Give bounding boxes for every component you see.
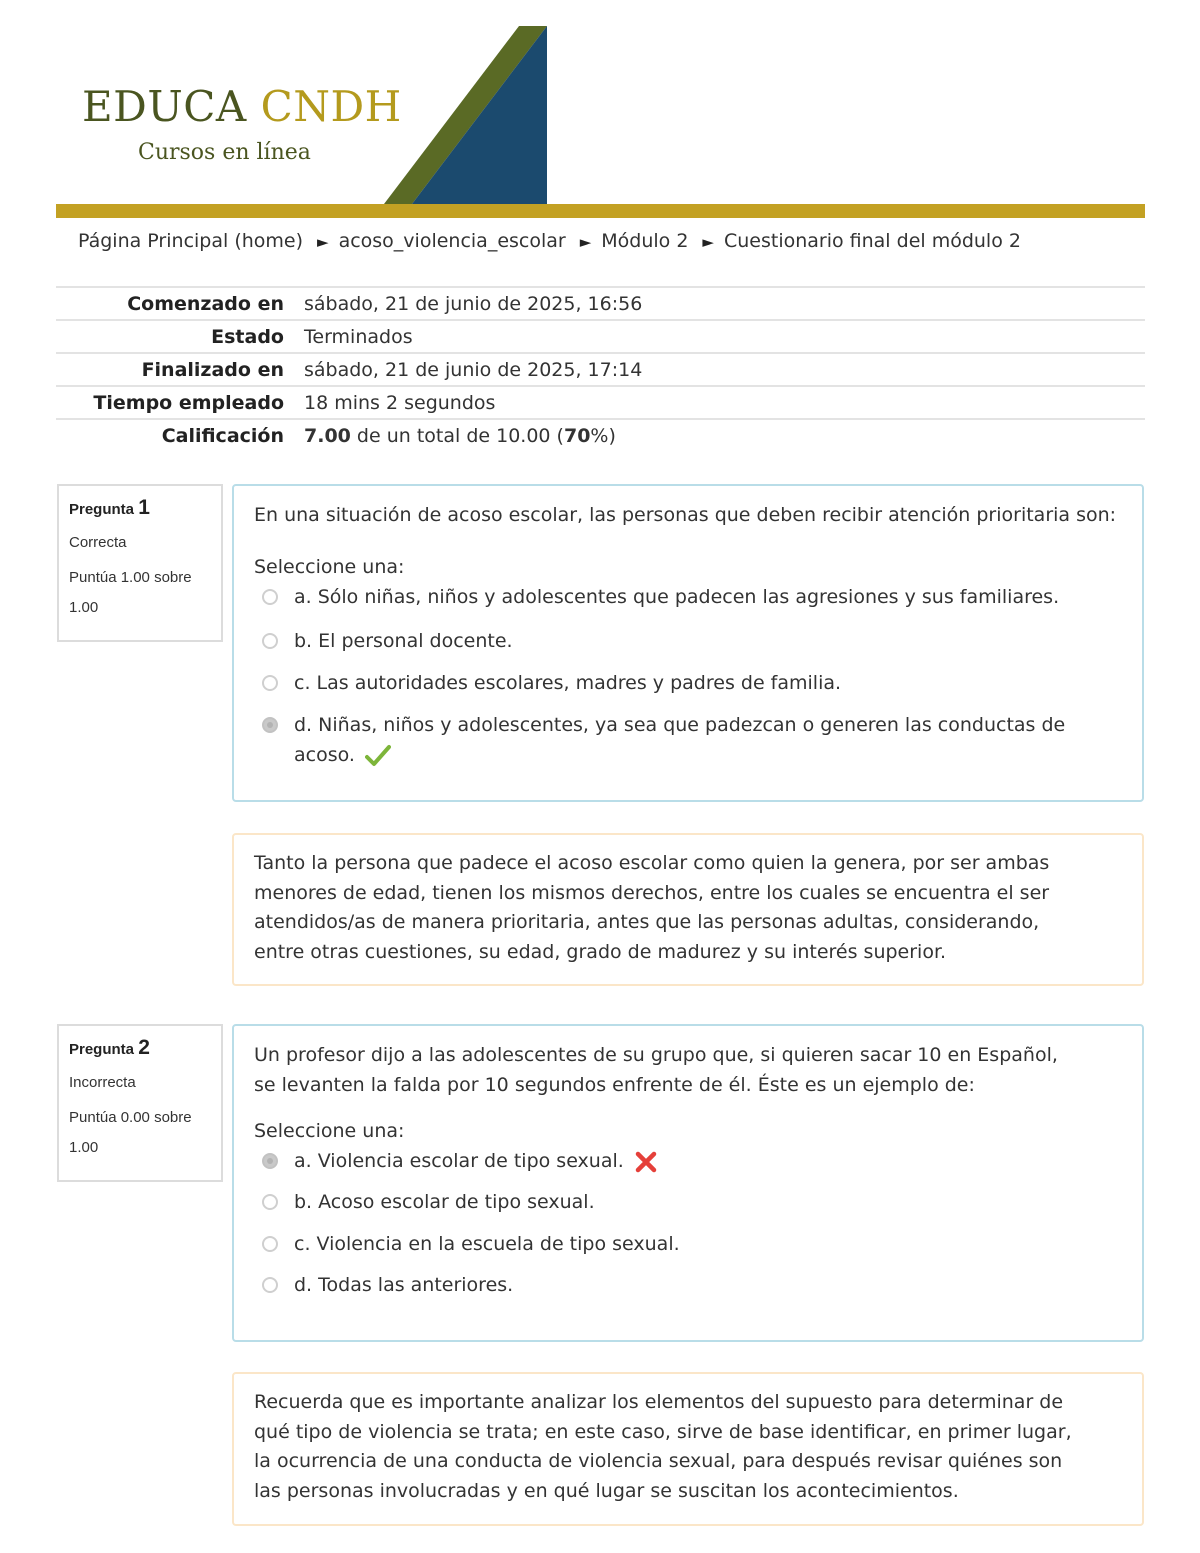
summary-row-time bbox=[56, 386, 1145, 419]
radio-button[interactable] bbox=[262, 1194, 278, 1210]
answer-option-label: a. Violencia escolar de tipo sexual. bbox=[294, 1150, 624, 1172]
radio-button-selected[interactable] bbox=[262, 1153, 278, 1169]
grade-score: 7.00 bbox=[304, 424, 351, 447]
summary-value bbox=[304, 419, 1145, 451]
answer-option-label: b. El personal docente. bbox=[294, 630, 513, 652]
breadcrumb-module[interactable]: Módulo 2 bbox=[601, 230, 689, 252]
feedback-text: Tanto la persona que padece el acoso escolar como quien la genera, por ser ambas menores de edad, tienen los mismos derechos, entre los cuales se encuentra el ser atendidos/as de manera prioritaria, antes que las personas adultas, considerando, entre otras cuestiones, su edad, grado de madurez y su interés superior. bbox=[254, 852, 1050, 963]
summary-value: sábado, 21 de junio de 2025, 17:14 bbox=[304, 353, 1145, 386]
header-decoration-graphic bbox=[384, 26, 548, 206]
answer-prompt: Seleccione una: bbox=[254, 1120, 405, 1142]
question-info-2 bbox=[57, 1024, 223, 1182]
question-grade: Puntúa 0.00 sobre 1.00 bbox=[69, 1109, 192, 1156]
header-gold-bar bbox=[56, 204, 1145, 218]
answer-option-a[interactable] bbox=[254, 1146, 1122, 1176]
brand-cndh: CNDH bbox=[260, 82, 402, 131]
brand-educa: EDUCA bbox=[82, 82, 247, 131]
answer-option-d[interactable] bbox=[254, 710, 1074, 770]
answer-option-a[interactable] bbox=[254, 582, 1122, 612]
cross-icon bbox=[634, 1150, 658, 1174]
feedback-text: Recuerda que es importante analizar los elementos del supuesto para determinar de qué tipo de violencia se trata; en este caso, sirve de base identificar, en primer lugar, la ocurrencia de una conducta de violencia sexual, para después revisar quiénes son las personas involucradas y en qué lugar se suscitan los acontecimientos. bbox=[254, 1391, 1072, 1502]
question-label: Pregunta bbox=[69, 501, 135, 518]
grade-percent: 70 bbox=[563, 424, 591, 447]
answer-option-c[interactable] bbox=[254, 1229, 1122, 1259]
answer-option-label: a. Sólo niñas, niños y adolescentes que padecen las agresiones y sus familiares. bbox=[294, 586, 1060, 608]
grade-middle: de un total de 10.00 ( bbox=[350, 424, 564, 447]
question-number-value: 1 bbox=[138, 496, 150, 519]
breadcrumb-separator-icon: ► bbox=[579, 233, 592, 251]
brand-logo[interactable] bbox=[82, 82, 402, 131]
question-grade: Puntúa 1.00 sobre 1.00 bbox=[69, 569, 192, 616]
radio-button[interactable] bbox=[262, 675, 278, 691]
breadcrumb-course[interactable]: acoso_violencia_escolar bbox=[338, 230, 566, 252]
answer-option-c[interactable] bbox=[254, 668, 1122, 698]
answer-option-b[interactable] bbox=[254, 1187, 1122, 1217]
answer-option-label: d. Niñas, niños y adolescentes, ya sea que padezcan o generen las conductas de acoso. bbox=[294, 714, 1066, 766]
answer-option-label: b. Acoso escolar de tipo sexual. bbox=[294, 1191, 595, 1213]
summary-row-grade bbox=[56, 419, 1145, 451]
radio-button[interactable] bbox=[262, 589, 278, 605]
breadcrumb-separator-icon: ► bbox=[702, 233, 714, 251]
attempt-summary-table bbox=[56, 286, 1145, 451]
summary-label: Estado bbox=[56, 320, 304, 353]
summary-row-started bbox=[56, 287, 1145, 320]
summary-row-state bbox=[56, 320, 1145, 353]
question-number bbox=[69, 1036, 221, 1060]
breadcrumb-home[interactable]: Página Principal (home) bbox=[78, 230, 304, 252]
feedback-box-1 bbox=[232, 833, 1144, 986]
breadcrumb-separator-icon: ► bbox=[317, 233, 329, 251]
summary-value: sábado, 21 de junio de 2025, 16:56 bbox=[304, 287, 1145, 320]
summary-value: 18 mins 2 segundos bbox=[304, 386, 1145, 419]
question-text: En una situación de acoso escolar, las personas que deben recibir atención prioritaria son: bbox=[254, 504, 1117, 526]
question-content-2 bbox=[232, 1024, 1144, 1342]
radio-button[interactable] bbox=[262, 1277, 278, 1293]
question-number-value: 2 bbox=[138, 1036, 150, 1059]
question-content-1 bbox=[232, 484, 1144, 802]
breadcrumb-quiz[interactable]: Cuestionario final del módulo 2 bbox=[723, 230, 1021, 252]
answer-option-label: d. Todas las anteriores. bbox=[294, 1274, 514, 1296]
summary-label: Finalizado en bbox=[56, 353, 304, 386]
question-state: Correcta bbox=[69, 534, 127, 551]
summary-row-finished bbox=[56, 353, 1145, 386]
answer-prompt: Seleccione una: bbox=[254, 556, 405, 578]
answer-option-b[interactable] bbox=[254, 626, 1122, 656]
feedback-box-2 bbox=[232, 1372, 1144, 1526]
question-label: Pregunta bbox=[69, 1041, 135, 1058]
summary-label: Calificación bbox=[56, 419, 304, 451]
question-state: Incorrecta bbox=[69, 1074, 136, 1091]
site-header bbox=[56, 0, 1145, 218]
brand-subtitle: Cursos en línea bbox=[138, 140, 311, 165]
question-text: Un profesor dijo a las adolescentes de su grupo que, si quieren sacar 10 en Español, se levanten la falda por 10 segundos enfrente de él. Éste es un ejemplo de: bbox=[254, 1044, 1058, 1096]
grade-end: %) bbox=[590, 424, 616, 447]
checkmark-icon bbox=[365, 744, 391, 768]
navy-triangle bbox=[412, 26, 547, 204]
question-number bbox=[69, 496, 221, 520]
answer-option-label: c. Violencia en la escuela de tipo sexual. bbox=[294, 1233, 680, 1255]
question-info-1 bbox=[57, 484, 223, 642]
breadcrumb bbox=[78, 230, 1021, 252]
answer-option-label: c. Las autoridades escolares, madres y padres de familia. bbox=[294, 672, 842, 694]
summary-value: Terminados bbox=[304, 320, 1145, 353]
summary-label: Comenzado en bbox=[56, 287, 304, 320]
summary-label: Tiempo empleado bbox=[56, 386, 304, 419]
answer-option-d[interactable] bbox=[254, 1270, 1122, 1300]
radio-button[interactable] bbox=[262, 1236, 278, 1252]
radio-button-selected[interactable] bbox=[262, 717, 278, 733]
radio-button[interactable] bbox=[262, 633, 278, 649]
